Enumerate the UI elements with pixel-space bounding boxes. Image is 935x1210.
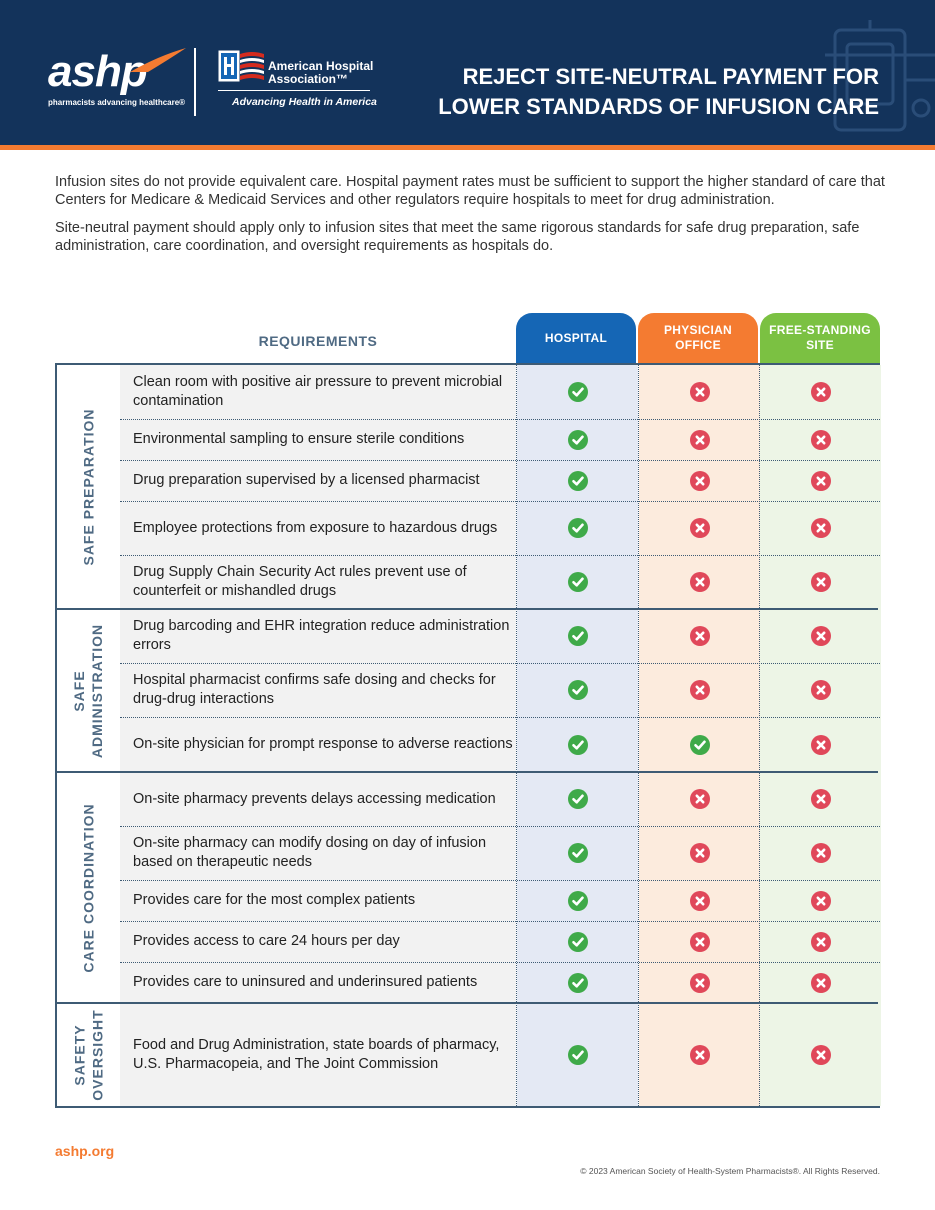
table-row <box>120 501 880 555</box>
checkmark-icon <box>568 735 588 755</box>
cross-icon <box>690 680 710 700</box>
checkmark-icon <box>568 680 588 700</box>
checkmark-icon <box>690 735 710 755</box>
physician-cell <box>639 1003 760 1106</box>
category-label <box>57 772 120 1003</box>
cross-icon <box>690 626 710 646</box>
intro-paragraph-2: Site-neutral payment should apply only to infusion sites that meet the same rigorous standards for safe drug preparation, safe administration, care coordination, and oversight requirements as hospitals do. <box>55 220 860 254</box>
cross-icon <box>690 973 710 993</box>
physician-cell <box>639 717 760 772</box>
requirement-text <box>133 921 513 962</box>
checkmark-icon <box>568 1045 588 1065</box>
table-row <box>120 880 880 921</box>
physician-cell <box>639 772 760 826</box>
hospital-cell <box>517 555 638 609</box>
cross-icon <box>811 430 831 450</box>
aha-underline <box>218 90 370 91</box>
free-standing-cell <box>760 609 881 663</box>
requirement-text-value: On-site physician for prompt response to adverse reactions <box>133 736 513 752</box>
checkmark-icon <box>568 518 588 538</box>
free-standing-cell <box>760 826 881 880</box>
aha-flag-icon <box>218 50 266 86</box>
requirement-text <box>133 365 513 419</box>
cross-icon <box>811 626 831 646</box>
physician-cell <box>639 365 760 419</box>
intro-paragraph-1: Infusion sites do not provide equivalent care. Hospital payment rates must be sufficient to support the higher standard of care that Centers for Medicare & Medicaid Services and other regulators require hospitals to meet for drug administration. <box>55 174 885 208</box>
physician-cell <box>639 460 760 501</box>
requirement-text-value: Drug Supply Chain Security Act rules prevent use of counterfeit or mishandled drugs <box>133 564 467 599</box>
category-label-text <box>71 623 107 757</box>
intro-text <box>55 174 885 266</box>
requirement-text <box>133 772 513 826</box>
free-standing-cell <box>760 1003 881 1106</box>
requirement-text <box>133 1003 513 1106</box>
free-standing-cell <box>760 921 881 962</box>
hospital-cell <box>517 717 638 772</box>
logo-divider <box>194 48 196 116</box>
requirement-text-value: Drug preparation supervised by a licensed pharmacist <box>133 472 480 488</box>
physician-cell <box>639 555 760 609</box>
requirement-text-value: Employee protections from exposure to hazardous drugs <box>133 519 498 536</box>
cross-icon <box>811 789 831 809</box>
requirement-text <box>133 880 513 921</box>
cross-icon <box>690 1045 710 1065</box>
page-header <box>0 0 935 145</box>
free-standing-cell <box>760 962 881 1003</box>
hospital-cell <box>517 365 638 419</box>
hospital-cell <box>517 609 638 663</box>
table-row <box>120 1003 880 1106</box>
cross-icon <box>811 891 831 911</box>
category-label-text <box>71 1009 107 1100</box>
cross-icon <box>811 471 831 491</box>
physician-cell <box>639 419 760 460</box>
cross-icon <box>811 735 831 755</box>
cross-icon <box>811 382 831 402</box>
requirement-text <box>133 826 513 880</box>
free-standing-cell <box>760 419 881 460</box>
requirement-text-value: Provides care to uninsured and underinsured patients <box>133 974 478 990</box>
cross-icon <box>811 680 831 700</box>
category-label <box>57 365 120 609</box>
footer-url-link[interactable]: ashp.org <box>55 1143 115 1159</box>
cross-icon <box>811 1045 831 1065</box>
hospital-cell <box>517 501 638 555</box>
ashp-tagline: pharmacists advancing healthcare® <box>48 98 186 107</box>
hospital-cell <box>517 772 638 826</box>
aha-name: American Hospital Association™ <box>268 59 374 86</box>
table-row <box>120 365 880 419</box>
requirement-text <box>133 663 513 717</box>
category-label-line: SAFETY <box>71 1023 88 1086</box>
aha-tagline: Advancing Health in America <box>232 96 377 108</box>
hospital-cell <box>517 1003 638 1106</box>
column-header-free-standing-label: FREE-STANDING SITE <box>769 323 871 352</box>
free-standing-cell <box>760 717 881 772</box>
column-header-hospital: HOSPITAL <box>516 313 636 363</box>
cross-icon <box>811 518 831 538</box>
cross-icon <box>690 430 710 450</box>
physician-cell <box>639 663 760 717</box>
checkmark-icon <box>568 430 588 450</box>
column-header-physician-office-label: PHYSICIAN OFFICE <box>663 323 733 352</box>
requirement-text <box>133 555 513 609</box>
requirement-text-value: On-site pharmacy prevents delays accessing medication <box>133 790 496 807</box>
free-standing-cell <box>760 555 881 609</box>
physician-cell <box>639 826 760 880</box>
table-row <box>120 772 880 826</box>
table-row <box>120 419 880 460</box>
title-line-2: LOWER STANDARDS OF INFUSION CARE <box>438 94 879 119</box>
requirement-text <box>133 717 513 772</box>
hospital-cell <box>517 826 638 880</box>
requirement-text-value: On-site pharmacy can modify dosing on day of infusion based on therapeutic needs <box>133 835 487 870</box>
cross-icon <box>690 518 710 538</box>
cross-icon <box>690 891 710 911</box>
free-standing-cell <box>760 880 881 921</box>
free-standing-cell <box>760 501 881 555</box>
checkmark-icon <box>568 626 588 646</box>
category-label <box>57 609 120 772</box>
hospital-cell <box>517 962 638 1003</box>
column-header-free-standing-site <box>760 313 880 363</box>
checkmark-icon <box>568 572 588 592</box>
table-row <box>120 663 880 717</box>
physician-cell <box>639 501 760 555</box>
checkmark-icon <box>568 932 588 952</box>
hospital-cell <box>517 880 638 921</box>
cross-icon <box>811 932 831 952</box>
ashp-logo <box>48 47 186 107</box>
checkmark-icon <box>568 471 588 491</box>
hospital-cell <box>517 921 638 962</box>
table-row <box>120 826 880 880</box>
category-label <box>57 1003 120 1106</box>
requirement-text <box>133 419 513 460</box>
cross-icon <box>690 382 710 402</box>
requirement-text-value: Provides care for the most complex patients <box>133 892 416 908</box>
category-label-line: ADMINISTRATION <box>89 623 106 758</box>
cross-icon <box>811 572 831 592</box>
physician-cell <box>639 921 760 962</box>
cross-icon <box>811 843 831 863</box>
checkmark-icon <box>568 891 588 911</box>
comparison-table <box>55 363 880 1108</box>
free-standing-cell <box>760 460 881 501</box>
category-label-text: SAFE PREPARATION <box>80 408 97 566</box>
page-title <box>438 62 879 122</box>
category-label-line: OVERSIGHT <box>89 1008 106 1101</box>
checkmark-icon <box>568 973 588 993</box>
requirement-text <box>133 501 513 555</box>
hospital-cell <box>517 419 638 460</box>
hospital-cell <box>517 663 638 717</box>
requirement-text <box>133 609 513 663</box>
cross-icon <box>690 843 710 863</box>
cross-icon <box>811 973 831 993</box>
requirement-text <box>133 962 513 1003</box>
requirement-text <box>133 460 513 501</box>
title-line-1: REJECT SITE-NEUTRAL PAYMENT FOR <box>462 64 879 89</box>
ashp-wordmark: ashp <box>48 47 147 96</box>
cross-icon <box>690 471 710 491</box>
table-row <box>120 609 880 663</box>
checkmark-icon <box>568 789 588 809</box>
table-row <box>120 921 880 962</box>
free-standing-cell <box>760 663 881 717</box>
requirement-text-value: Food and Drug Administration, state boards of pharmacy, U.S. Pharmacopeia, and The Joint Commission <box>133 1036 500 1072</box>
requirement-text-value: Clean room with positive air pressure to prevent microbial contamination <box>133 374 503 409</box>
ashp-swoosh-icon <box>128 46 188 76</box>
free-standing-cell <box>760 772 881 826</box>
table-row <box>120 555 880 609</box>
category-label-text: CARE COORDINATION <box>80 802 97 973</box>
cross-icon <box>690 932 710 952</box>
table-row <box>120 460 880 501</box>
cross-icon <box>690 572 710 592</box>
category-label-line: SAFE <box>71 669 88 712</box>
copyright-notice: © 2023 American Society of Health-System Pharmacists®. All Rights Reserved. <box>580 1166 880 1176</box>
requirement-text-value: Provides access to care 24 hours per day <box>133 933 400 949</box>
physician-cell <box>639 962 760 1003</box>
column-header-physician-office <box>638 313 758 363</box>
requirement-text-value: Environmental sampling to ensure sterile conditions <box>133 431 465 447</box>
free-standing-cell <box>760 365 881 419</box>
checkmark-icon <box>568 843 588 863</box>
physician-cell <box>639 880 760 921</box>
header-orange-stripe <box>0 145 935 150</box>
checkmark-icon <box>568 382 588 402</box>
table-row <box>120 717 880 772</box>
table-row <box>120 962 880 1003</box>
requirement-text-value: Drug barcoding and EHR integration reduce administration errors <box>133 618 510 653</box>
requirements-heading: REQUIREMENTS <box>258 333 378 349</box>
physician-cell <box>639 609 760 663</box>
cross-icon <box>690 789 710 809</box>
requirement-text-value: Hospital pharmacist confirms safe dosing and checks for drug-drug interactions <box>133 672 496 707</box>
hospital-cell <box>517 460 638 501</box>
